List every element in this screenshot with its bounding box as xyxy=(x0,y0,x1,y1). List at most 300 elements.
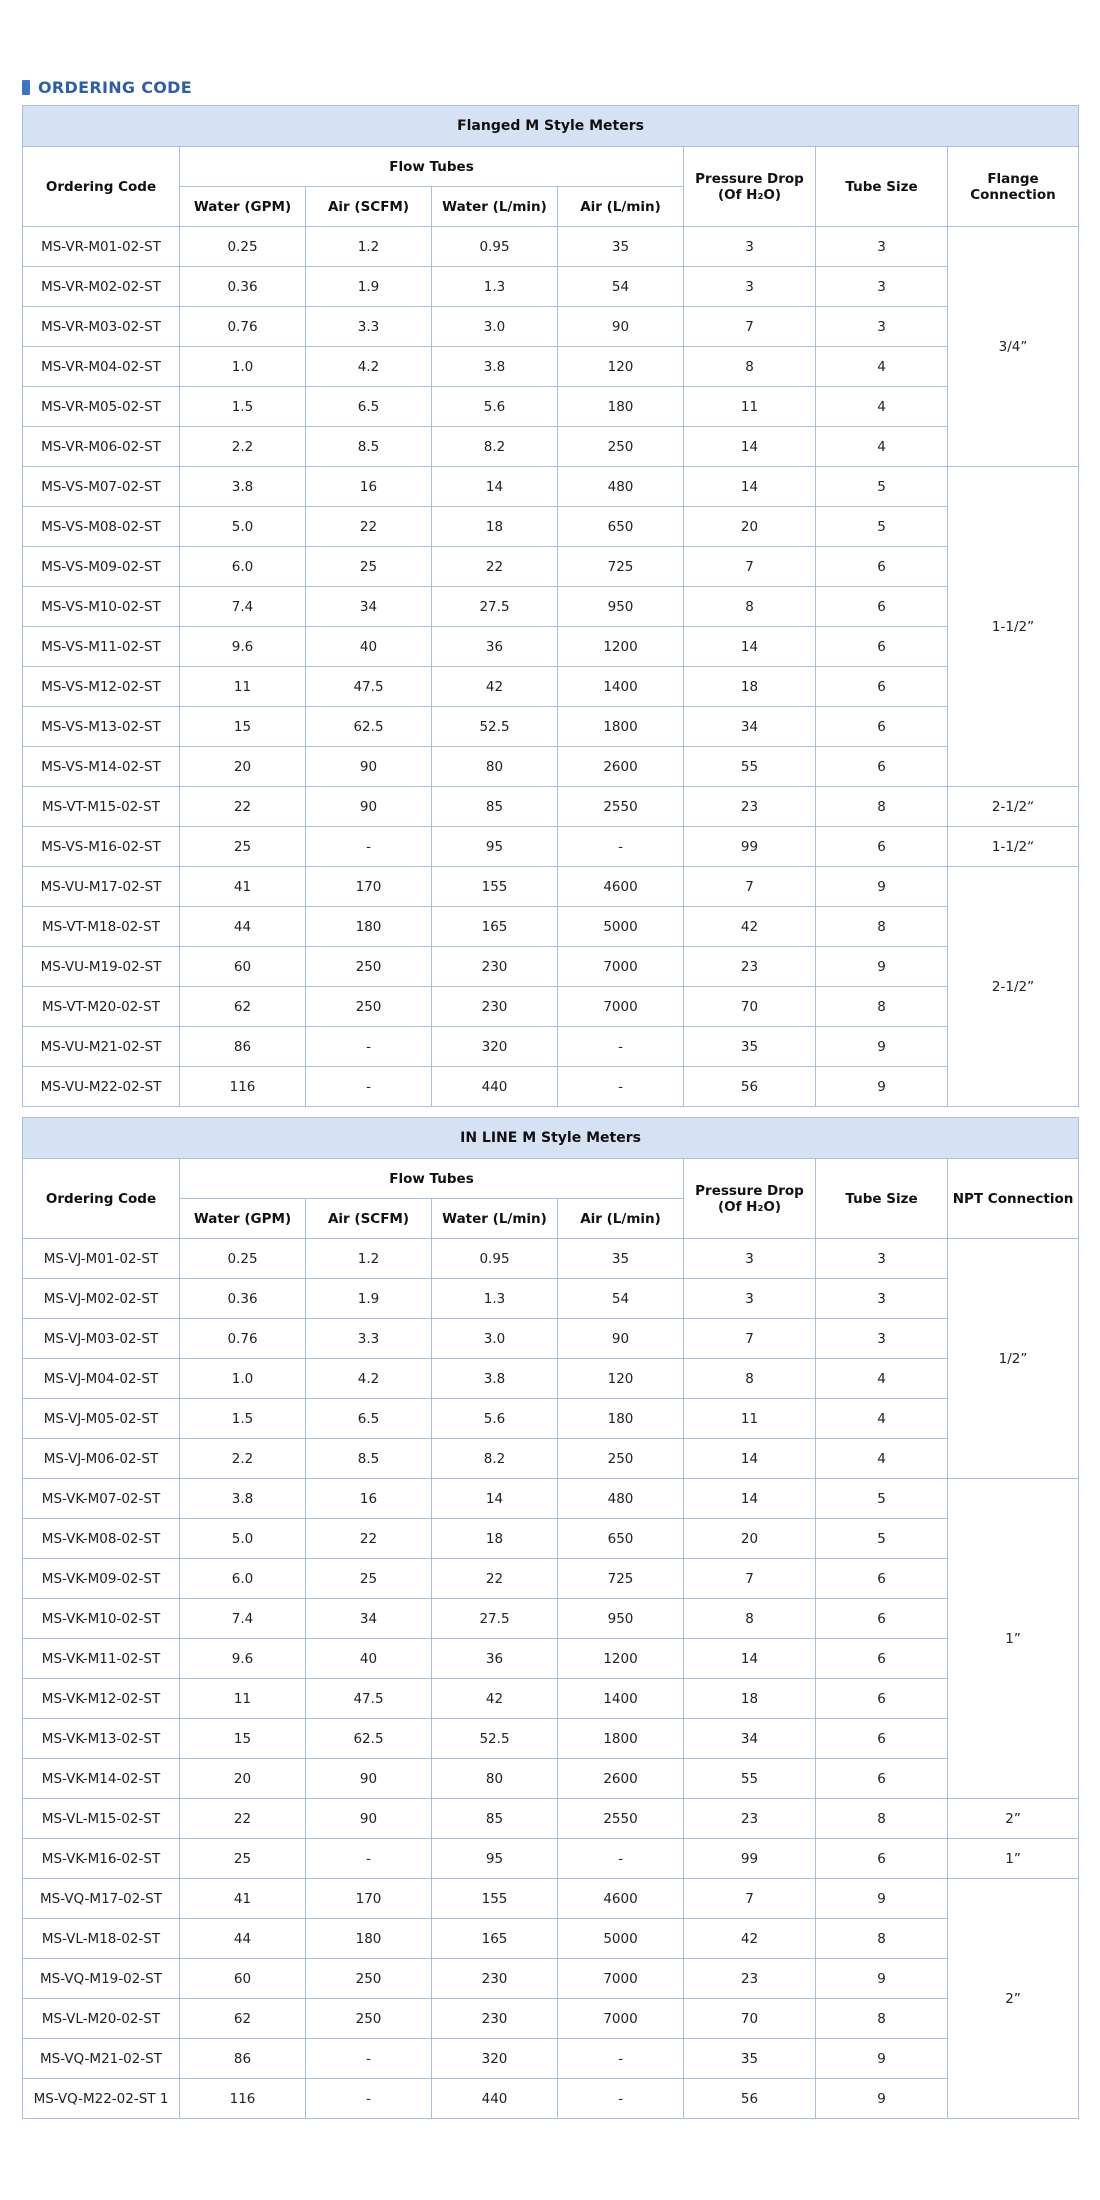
pressure-drop-cell: 56 xyxy=(684,1067,816,1107)
table-row xyxy=(23,267,1079,307)
header-pressure-drop xyxy=(684,1159,816,1239)
pressure-drop-cell: 55 xyxy=(684,1759,816,1799)
header-flow-tubes: Flow Tubes xyxy=(180,147,684,187)
pressure-drop-cell: 7 xyxy=(684,1319,816,1359)
table-row xyxy=(23,1027,1079,1067)
header-flange-connection xyxy=(948,147,1079,227)
water-lmin-cell: 52.5 xyxy=(432,1719,558,1759)
tube-size-cell: 4 xyxy=(816,1399,948,1439)
tube-size-cell: 6 xyxy=(816,587,948,627)
air-lmin-cell: - xyxy=(558,2039,684,2079)
table-row xyxy=(23,507,1079,547)
air-lmin-cell: 480 xyxy=(558,1479,684,1519)
water-lmin-cell: 80 xyxy=(432,1759,558,1799)
air-lmin-cell: - xyxy=(558,1027,684,1067)
water-gpm-cell: 44 xyxy=(180,907,306,947)
water-gpm-cell: 1.5 xyxy=(180,387,306,427)
water-lmin-cell: 8.2 xyxy=(432,1439,558,1479)
ordering-code-cell: MS-VK-M09-02-ST xyxy=(23,1559,180,1599)
table-row xyxy=(23,667,1079,707)
ordering-code-cell: MS-VS-M13-02-ST xyxy=(23,707,180,747)
ordering-code-cell: MS-VR-M04-02-ST xyxy=(23,347,180,387)
air-scfm-cell: - xyxy=(306,1027,432,1067)
ordering-code-cell: MS-VU-M19-02-ST xyxy=(23,947,180,987)
air-lmin-cell: 180 xyxy=(558,1399,684,1439)
header-air-lmin: Air (L/min) xyxy=(558,187,684,227)
pressure-drop-cell: 70 xyxy=(684,987,816,1027)
ordering-code-cell: MS-VR-M02-02-ST xyxy=(23,267,180,307)
pressure-drop-cell: 42 xyxy=(684,907,816,947)
table-row xyxy=(23,227,1079,267)
table-row xyxy=(23,1439,1079,1479)
tube-size-cell: 5 xyxy=(816,467,948,507)
air-lmin-cell: - xyxy=(558,1067,684,1107)
pressure-drop-cell: 7 xyxy=(684,867,816,907)
water-gpm-cell: 1.0 xyxy=(180,1359,306,1399)
header-water-lmin: Water (L/min) xyxy=(432,1199,558,1239)
ordering-code-cell: MS-VS-M07-02-ST xyxy=(23,467,180,507)
table-row xyxy=(23,787,1079,827)
ordering-code-cell: MS-VS-M14-02-ST xyxy=(23,747,180,787)
water-gpm-cell: 2.2 xyxy=(180,1439,306,1479)
table-row xyxy=(23,387,1079,427)
table-row xyxy=(23,947,1079,987)
water-lmin-cell: 18 xyxy=(432,1519,558,1559)
pressure-drop-cell: 34 xyxy=(684,707,816,747)
air-scfm-cell: 34 xyxy=(306,1599,432,1639)
water-gpm-cell: 0.76 xyxy=(180,1319,306,1359)
air-scfm-cell: 62.5 xyxy=(306,1719,432,1759)
tube-size-cell: 6 xyxy=(816,1679,948,1719)
tube-size-cell: 4 xyxy=(816,1439,948,1479)
water-lmin-cell: 440 xyxy=(432,2079,558,2119)
tube-size-cell: 9 xyxy=(816,947,948,987)
air-lmin-cell: 1400 xyxy=(558,1679,684,1719)
table-row xyxy=(23,707,1079,747)
tube-size-cell: 3 xyxy=(816,1239,948,1279)
pressure-drop-cell: 70 xyxy=(684,1999,816,2039)
water-gpm-cell: 86 xyxy=(180,2039,306,2079)
water-gpm-cell: 7.4 xyxy=(180,587,306,627)
pressure-drop-cell: 8 xyxy=(684,1359,816,1399)
water-lmin-cell: 36 xyxy=(432,627,558,667)
table-row xyxy=(23,1879,1079,1919)
air-lmin-cell: - xyxy=(558,1839,684,1879)
pressure-drop-cell: 14 xyxy=(684,467,816,507)
air-scfm-cell: 6.5 xyxy=(306,1399,432,1439)
table-row xyxy=(23,1599,1079,1639)
table-row xyxy=(23,347,1079,387)
tube-size-cell: 5 xyxy=(816,507,948,547)
table-row xyxy=(23,1399,1079,1439)
ordering-code-cell: MS-VL-M15-02-ST xyxy=(23,1799,180,1839)
pressure-drop-cell: 20 xyxy=(684,1519,816,1559)
air-lmin-cell: 7000 xyxy=(558,987,684,1027)
header-air-scfm: Air (SCFM) xyxy=(306,187,432,227)
ordering-code-cell: MS-VS-M10-02-ST xyxy=(23,587,180,627)
table-row xyxy=(23,1479,1079,1519)
air-scfm-cell: 4.2 xyxy=(306,1359,432,1399)
water-lmin-cell: 18 xyxy=(432,507,558,547)
water-lmin-cell: 165 xyxy=(432,1919,558,1959)
table-row xyxy=(23,1999,1079,2039)
pressure-drop-cell: 99 xyxy=(684,1839,816,1879)
pressure-drop-cell: 55 xyxy=(684,747,816,787)
water-gpm-cell: 1.5 xyxy=(180,1399,306,1439)
table-row xyxy=(23,987,1079,1027)
section-heading xyxy=(22,76,192,98)
connection-cell: 2” xyxy=(948,1879,1079,2119)
table-row xyxy=(23,1719,1079,1759)
water-gpm-cell: 0.25 xyxy=(180,227,306,267)
air-lmin-cell: 180 xyxy=(558,387,684,427)
water-gpm-cell: 2.2 xyxy=(180,427,306,467)
water-lmin-cell: 85 xyxy=(432,1799,558,1839)
pressure-drop-cell: 3 xyxy=(684,227,816,267)
ordering-code-cell: MS-VQ-M19-02-ST xyxy=(23,1959,180,1999)
air-lmin-cell: 250 xyxy=(558,427,684,467)
water-lmin-cell: 5.6 xyxy=(432,387,558,427)
air-scfm-cell: 1.2 xyxy=(306,227,432,267)
pressure-drop-cell: 7 xyxy=(684,1879,816,1919)
pressure-drop-cell: 14 xyxy=(684,627,816,667)
air-lmin-cell: 1400 xyxy=(558,667,684,707)
table-row xyxy=(23,627,1079,667)
header-connection-line1: Flange xyxy=(987,170,1039,187)
tube-size-cell: 9 xyxy=(816,1959,948,1999)
air-scfm-cell: 180 xyxy=(306,1919,432,1959)
air-lmin-cell: 54 xyxy=(558,1279,684,1319)
header-water-gpm: Water (GPM) xyxy=(180,187,306,227)
air-lmin-cell: 4600 xyxy=(558,867,684,907)
water-lmin-cell: 320 xyxy=(432,1027,558,1067)
header-pressure-drop-line2: (Of H₂O) xyxy=(717,1198,782,1215)
air-scfm-cell: - xyxy=(306,2079,432,2119)
ordering-code-cell: MS-VJ-M05-02-ST xyxy=(23,1399,180,1439)
air-scfm-cell: 250 xyxy=(306,1959,432,1999)
air-scfm-cell: 16 xyxy=(306,467,432,507)
table-row xyxy=(23,1519,1079,1559)
ordering-code-cell: MS-VJ-M03-02-ST xyxy=(23,1319,180,1359)
tube-size-cell: 8 xyxy=(816,787,948,827)
air-lmin-cell: 250 xyxy=(558,1439,684,1479)
ordering-code-cell: MS-VS-M11-02-ST xyxy=(23,627,180,667)
air-scfm-cell: - xyxy=(306,1839,432,1879)
pressure-drop-cell: 8 xyxy=(684,347,816,387)
table-caption: Flanged M Style Meters xyxy=(23,106,1079,147)
header-npt-connection: NPT Connection xyxy=(948,1159,1079,1239)
connection-cell: 1” xyxy=(948,1479,1079,1799)
ordering-code-cell: MS-VU-M22-02-ST xyxy=(23,1067,180,1107)
air-lmin-cell: 35 xyxy=(558,1239,684,1279)
tube-size-cell: 6 xyxy=(816,1839,948,1879)
air-scfm-cell: 250 xyxy=(306,947,432,987)
tube-size-cell: 6 xyxy=(816,1639,948,1679)
tube-size-cell: 6 xyxy=(816,707,948,747)
table-row xyxy=(23,427,1079,467)
water-gpm-cell: 62 xyxy=(180,987,306,1027)
water-lmin-cell: 155 xyxy=(432,867,558,907)
water-gpm-cell: 6.0 xyxy=(180,1559,306,1599)
ordering-code-cell: MS-VR-M05-02-ST xyxy=(23,387,180,427)
air-lmin-cell: 650 xyxy=(558,507,684,547)
air-scfm-cell: 180 xyxy=(306,907,432,947)
pressure-drop-cell: 23 xyxy=(684,1799,816,1839)
header-ordering-code: Ordering Code xyxy=(23,147,180,227)
air-scfm-cell: 8.5 xyxy=(306,1439,432,1479)
air-lmin-cell: 480 xyxy=(558,467,684,507)
air-scfm-cell: 250 xyxy=(306,987,432,1027)
tube-size-cell: 3 xyxy=(816,1319,948,1359)
air-scfm-cell: 4.2 xyxy=(306,347,432,387)
air-lmin-cell: 2550 xyxy=(558,1799,684,1839)
tube-size-cell: 8 xyxy=(816,1919,948,1959)
tube-size-cell: 6 xyxy=(816,627,948,667)
header-water-lmin: Water (L/min) xyxy=(432,187,558,227)
air-lmin-cell: 2600 xyxy=(558,747,684,787)
table-row xyxy=(23,1799,1079,1839)
ordering-code-cell: MS-VQ-M22-02-ST 1 xyxy=(23,2079,180,2119)
ordering-code-cell: MS-VU-M21-02-ST xyxy=(23,1027,180,1067)
ordering-code-cell: MS-VJ-M01-02-ST xyxy=(23,1239,180,1279)
tube-size-cell: 8 xyxy=(816,1799,948,1839)
air-lmin-cell: 950 xyxy=(558,587,684,627)
water-gpm-cell: 11 xyxy=(180,1679,306,1719)
water-gpm-cell: 20 xyxy=(180,1759,306,1799)
air-lmin-cell: 5000 xyxy=(558,1919,684,1959)
water-gpm-cell: 22 xyxy=(180,1799,306,1839)
water-lmin-cell: 42 xyxy=(432,667,558,707)
table-body xyxy=(23,1239,1079,2119)
water-gpm-cell: 3.8 xyxy=(180,1479,306,1519)
table-row xyxy=(23,1959,1079,1999)
air-scfm-cell: 8.5 xyxy=(306,427,432,467)
water-gpm-cell: 25 xyxy=(180,827,306,867)
air-scfm-cell: 6.5 xyxy=(306,387,432,427)
ordering-code-cell: MS-VT-M15-02-ST xyxy=(23,787,180,827)
water-lmin-cell: 22 xyxy=(432,547,558,587)
water-lmin-cell: 1.3 xyxy=(432,267,558,307)
air-scfm-cell: - xyxy=(306,2039,432,2079)
water-gpm-cell: 15 xyxy=(180,1719,306,1759)
ordering-code-cell: MS-VS-M08-02-ST xyxy=(23,507,180,547)
air-scfm-cell: 3.3 xyxy=(306,1319,432,1359)
header-pressure-drop-line2: (Of H₂O) xyxy=(717,186,782,203)
connection-cell: 1” xyxy=(948,1839,1079,1879)
water-gpm-cell: 11 xyxy=(180,667,306,707)
air-scfm-cell: 16 xyxy=(306,1479,432,1519)
water-lmin-cell: 230 xyxy=(432,1999,558,2039)
pressure-drop-cell: 23 xyxy=(684,1959,816,1999)
water-gpm-cell: 0.36 xyxy=(180,267,306,307)
air-scfm-cell: 1.9 xyxy=(306,267,432,307)
air-lmin-cell: 650 xyxy=(558,1519,684,1559)
connection-cell: 3/4” xyxy=(948,227,1079,467)
pressure-drop-cell: 8 xyxy=(684,587,816,627)
air-scfm-cell: 25 xyxy=(306,547,432,587)
table-row xyxy=(23,747,1079,787)
tube-size-cell: 9 xyxy=(816,2079,948,2119)
header-connection-line2: Connection xyxy=(970,186,1056,203)
air-lmin-cell: 2600 xyxy=(558,1759,684,1799)
pressure-drop-cell: 3 xyxy=(684,1279,816,1319)
air-scfm-cell: 3.3 xyxy=(306,307,432,347)
table-row xyxy=(23,2079,1079,2119)
table-row xyxy=(23,1559,1079,1599)
pressure-drop-cell: 14 xyxy=(684,1439,816,1479)
pressure-drop-cell: 7 xyxy=(684,547,816,587)
air-scfm-cell: 90 xyxy=(306,787,432,827)
water-gpm-cell: 9.6 xyxy=(180,627,306,667)
ordering-code-cell: MS-VJ-M04-02-ST xyxy=(23,1359,180,1399)
header-pressure-drop-line1: Pressure Drop xyxy=(695,170,804,187)
water-lmin-cell: 440 xyxy=(432,1067,558,1107)
tube-size-cell: 6 xyxy=(816,1719,948,1759)
tube-size-cell: 5 xyxy=(816,1519,948,1559)
tube-size-cell: 4 xyxy=(816,387,948,427)
water-lmin-cell: 3.0 xyxy=(432,1319,558,1359)
water-lmin-cell: 320 xyxy=(432,2039,558,2079)
water-gpm-cell: 20 xyxy=(180,747,306,787)
air-scfm-cell: 170 xyxy=(306,1879,432,1919)
water-gpm-cell: 6.0 xyxy=(180,547,306,587)
water-lmin-cell: 52.5 xyxy=(432,707,558,747)
air-lmin-cell: 725 xyxy=(558,1559,684,1599)
pressure-drop-cell: 3 xyxy=(684,267,816,307)
water-gpm-cell: 0.25 xyxy=(180,1239,306,1279)
water-gpm-cell: 0.36 xyxy=(180,1279,306,1319)
tube-size-cell: 9 xyxy=(816,867,948,907)
water-lmin-cell: 3.8 xyxy=(432,1359,558,1399)
ordering-code-cell: MS-VQ-M21-02-ST xyxy=(23,2039,180,2079)
water-gpm-cell: 41 xyxy=(180,867,306,907)
ordering-code-cell: MS-VS-M12-02-ST xyxy=(23,667,180,707)
water-gpm-cell: 86 xyxy=(180,1027,306,1067)
air-scfm-cell: 170 xyxy=(306,867,432,907)
tube-size-cell: 3 xyxy=(816,1279,948,1319)
air-lmin-cell: 950 xyxy=(558,1599,684,1639)
water-lmin-cell: 230 xyxy=(432,987,558,1027)
ordering-code-cell: MS-VR-M03-02-ST xyxy=(23,307,180,347)
water-lmin-cell: 85 xyxy=(432,787,558,827)
header-ordering-code: Ordering Code xyxy=(23,1159,180,1239)
air-scfm-cell: 47.5 xyxy=(306,1679,432,1719)
air-lmin-cell: 1200 xyxy=(558,627,684,667)
pressure-drop-cell: 3 xyxy=(684,1239,816,1279)
tube-size-cell: 6 xyxy=(816,547,948,587)
connection-cell: 2” xyxy=(948,1799,1079,1839)
water-lmin-cell: 27.5 xyxy=(432,1599,558,1639)
pressure-drop-cell: 14 xyxy=(684,1639,816,1679)
ordering-code-cell: MS-VR-M06-02-ST xyxy=(23,427,180,467)
pressure-drop-cell: 8 xyxy=(684,1599,816,1639)
ordering-code-cell: MS-VK-M16-02-ST xyxy=(23,1839,180,1879)
table-row xyxy=(23,827,1079,867)
ordering-code-cell: MS-VL-M18-02-ST xyxy=(23,1919,180,1959)
air-lmin-cell: 120 xyxy=(558,1359,684,1399)
ordering-code-cell: MS-VK-M07-02-ST xyxy=(23,1479,180,1519)
water-lmin-cell: 14 xyxy=(432,1479,558,1519)
connection-cell: 1-1/2“ xyxy=(948,827,1079,867)
tube-size-cell: 6 xyxy=(816,1759,948,1799)
air-lmin-cell: - xyxy=(558,827,684,867)
connection-cell: 1-1/2” xyxy=(948,467,1079,787)
air-lmin-cell: 1200 xyxy=(558,1639,684,1679)
air-lmin-cell: 2550 xyxy=(558,787,684,827)
ordering-code-cell: MS-VK-M14-02-ST xyxy=(23,1759,180,1799)
water-lmin-cell: 230 xyxy=(432,947,558,987)
pressure-drop-cell: 34 xyxy=(684,1719,816,1759)
water-lmin-cell: 14 xyxy=(432,467,558,507)
tube-size-cell: 6 xyxy=(816,667,948,707)
water-lmin-cell: 80 xyxy=(432,747,558,787)
tube-size-cell: 6 xyxy=(816,827,948,867)
water-lmin-cell: 5.6 xyxy=(432,1399,558,1439)
water-gpm-cell: 3.8 xyxy=(180,467,306,507)
water-gpm-cell: 5.0 xyxy=(180,1519,306,1559)
air-lmin-cell: 35 xyxy=(558,227,684,267)
water-lmin-cell: 95 xyxy=(432,827,558,867)
water-lmin-cell: 3.8 xyxy=(432,347,558,387)
water-lmin-cell: 42 xyxy=(432,1679,558,1719)
air-lmin-cell: 7000 xyxy=(558,947,684,987)
air-scfm-cell: 25 xyxy=(306,1559,432,1599)
water-lmin-cell: 155 xyxy=(432,1879,558,1919)
pressure-drop-cell: 14 xyxy=(684,1479,816,1519)
tube-size-cell: 8 xyxy=(816,907,948,947)
water-gpm-cell: 116 xyxy=(180,1067,306,1107)
water-lmin-cell: 8.2 xyxy=(432,427,558,467)
section-title: ORDERING CODE xyxy=(38,77,192,97)
table-body xyxy=(23,227,1079,1107)
air-lmin-cell: 7000 xyxy=(558,1959,684,1999)
ordering-code-cell: MS-VT-M20-02-ST xyxy=(23,987,180,1027)
ordering-code-cell: MS-VS-M09-02-ST xyxy=(23,547,180,587)
table-row xyxy=(23,1839,1079,1879)
pressure-drop-cell: 23 xyxy=(684,947,816,987)
air-scfm-cell: 22 xyxy=(306,1519,432,1559)
water-gpm-cell: 9.6 xyxy=(180,1639,306,1679)
connection-cell: 2-1/2” xyxy=(948,867,1079,1107)
table-row xyxy=(23,1067,1079,1107)
water-gpm-cell: 60 xyxy=(180,1959,306,1999)
pressure-drop-cell: 99 xyxy=(684,827,816,867)
ordering-code-cell: MS-VQ-M17-02-ST xyxy=(23,1879,180,1919)
water-lmin-cell: 22 xyxy=(432,1559,558,1599)
header-pressure-drop xyxy=(684,147,816,227)
air-scfm-cell: 62.5 xyxy=(306,707,432,747)
header-tube-size: Tube Size xyxy=(816,1159,948,1239)
table-row xyxy=(23,1639,1079,1679)
water-lmin-cell: 95 xyxy=(432,1839,558,1879)
air-lmin-cell: 1800 xyxy=(558,707,684,747)
water-gpm-cell: 62 xyxy=(180,1999,306,2039)
table-row xyxy=(23,587,1079,627)
tube-size-cell: 9 xyxy=(816,1027,948,1067)
table-row xyxy=(23,2039,1079,2079)
air-lmin-cell: 90 xyxy=(558,307,684,347)
air-lmin-cell: 120 xyxy=(558,347,684,387)
header-pressure-drop-line1: Pressure Drop xyxy=(695,1182,804,1199)
air-lmin-cell: 7000 xyxy=(558,1999,684,2039)
ordering-code-cell: MS-VT-M18-02-ST xyxy=(23,907,180,947)
water-gpm-cell: 44 xyxy=(180,1919,306,1959)
tube-size-cell: 3 xyxy=(816,267,948,307)
tube-size-cell: 6 xyxy=(816,747,948,787)
water-lmin-cell: 3.0 xyxy=(432,307,558,347)
ordering-code-cell: MS-VL-M20-02-ST xyxy=(23,1999,180,2039)
tube-size-cell: 4 xyxy=(816,1359,948,1399)
